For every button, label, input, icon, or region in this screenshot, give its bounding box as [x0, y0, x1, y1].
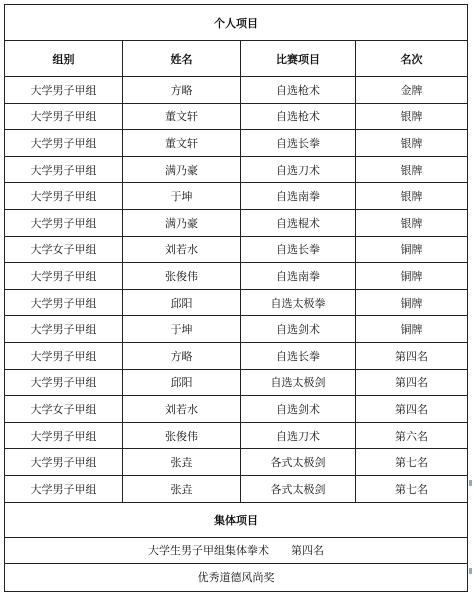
cell-group: 大学男子甲组 [5, 289, 123, 316]
cell-rank: 第七名 [356, 475, 468, 502]
group-rank: 第四名 [291, 544, 324, 557]
group-title-row [5, 502, 468, 537]
cell-group: 大学男子甲组 [5, 316, 123, 343]
cell-name: 张垚 [123, 475, 241, 502]
cell-rank: 第六名 [356, 422, 468, 449]
cell-event: 自选剑术 [241, 316, 356, 343]
cell-rank: 铜牌 [356, 289, 468, 316]
cell-event: 自选南拳 [241, 263, 356, 290]
table-row [5, 103, 468, 130]
table-row [5, 289, 468, 316]
table-row [5, 316, 468, 343]
cell-event: 自选刀术 [241, 156, 356, 183]
table-row [5, 422, 468, 449]
cell-event: 自选长拳 [241, 236, 356, 263]
group-result-row [5, 537, 468, 563]
cell-rank: 银牌 [356, 209, 468, 236]
cell-name: 方略 [123, 342, 241, 369]
cell-event: 自选南拳 [241, 183, 356, 210]
table-row [5, 475, 468, 502]
individual-section-title: 个人项目 [5, 5, 468, 41]
cell-event: 各式太极剑 [241, 449, 356, 476]
cell-group: 大学女子甲组 [5, 236, 123, 263]
cell-group: 大学男子甲组 [5, 475, 123, 502]
cell-name: 邱阳 [123, 369, 241, 396]
cell-name: 张俊伟 [123, 263, 241, 290]
cell-event: 自选长拳 [241, 130, 356, 157]
table-row [5, 396, 468, 423]
column-header-rank: 名次 [356, 41, 468, 77]
cell-group: 大学男子甲组 [5, 209, 123, 236]
cell-rank: 第四名 [356, 369, 468, 396]
cell-name: 邱阳 [123, 289, 241, 316]
cell-group: 大学男子甲组 [5, 263, 123, 290]
results-table [4, 4, 468, 592]
cell-rank: 第七名 [356, 449, 468, 476]
cell-name: 于坤 [123, 316, 241, 343]
table-row [5, 209, 468, 236]
cell-event: 自选太极剑 [241, 369, 356, 396]
table-row [5, 183, 468, 210]
column-header-event: 比赛项目 [241, 41, 356, 77]
column-header-row [5, 41, 468, 77]
group-result-cell [5, 537, 468, 563]
cell-event: 各式太极剑 [241, 475, 356, 502]
cell-event: 自选剑术 [241, 396, 356, 423]
cell-group: 大学男子甲组 [5, 369, 123, 396]
cell-event: 自选长拳 [241, 342, 356, 369]
cell-rank: 铜牌 [356, 316, 468, 343]
individual-title-row [5, 5, 468, 41]
cell-name: 张俊伟 [123, 422, 241, 449]
cell-event: 自选棍术 [241, 209, 356, 236]
cell-group: 大学男子甲组 [5, 183, 123, 210]
cell-rank: 银牌 [356, 156, 468, 183]
cell-name: 满乃豪 [123, 156, 241, 183]
edge-marker [469, 480, 472, 486]
cell-event: 自选刀术 [241, 422, 356, 449]
group-section-title: 集体项目 [5, 502, 468, 537]
cell-name: 张垚 [123, 449, 241, 476]
cell-event: 自选太极拳 [241, 289, 356, 316]
cell-rank: 银牌 [356, 103, 468, 130]
table-row [5, 236, 468, 263]
cell-name: 董文轩 [123, 130, 241, 157]
cell-event: 自选枪术 [241, 77, 356, 104]
edge-marker [469, 568, 472, 574]
cell-group: 大学女子甲组 [5, 396, 123, 423]
cell-name: 董文轩 [123, 103, 241, 130]
cell-group: 大学男子甲组 [5, 156, 123, 183]
cell-rank: 银牌 [356, 130, 468, 157]
cell-rank: 金牌 [356, 77, 468, 104]
cell-rank: 第四名 [356, 396, 468, 423]
cell-name: 方略 [123, 77, 241, 104]
results-sheet [4, 4, 467, 592]
column-header-group: 组别 [5, 41, 123, 77]
cell-group: 大学男子甲组 [5, 77, 123, 104]
cell-name: 刘若水 [123, 236, 241, 263]
cell-name: 满乃豪 [123, 209, 241, 236]
table-row [5, 449, 468, 476]
cell-group: 大学男子甲组 [5, 449, 123, 476]
cell-rank: 铜牌 [356, 236, 468, 263]
table-row [5, 130, 468, 157]
cell-event: 自选枪术 [241, 103, 356, 130]
table-row [5, 369, 468, 396]
cell-rank: 银牌 [356, 183, 468, 210]
award-row [5, 563, 468, 591]
column-header-name: 姓名 [123, 41, 241, 77]
cell-rank: 铜牌 [356, 263, 468, 290]
cell-group: 大学男子甲组 [5, 103, 123, 130]
cell-group: 大学男子甲组 [5, 422, 123, 449]
cell-name: 刘若水 [123, 396, 241, 423]
table-row [5, 77, 468, 104]
table-row [5, 342, 468, 369]
cell-group: 大学男子甲组 [5, 342, 123, 369]
award-cell: 优秀道德风尚奖 [5, 563, 468, 591]
table-row [5, 156, 468, 183]
cell-rank: 第四名 [356, 342, 468, 369]
table-row [5, 263, 468, 290]
cell-group: 大学男子甲组 [5, 130, 123, 157]
group-event: 大学生男子甲组集体拳术 [148, 544, 269, 557]
cell-name: 于坤 [123, 183, 241, 210]
